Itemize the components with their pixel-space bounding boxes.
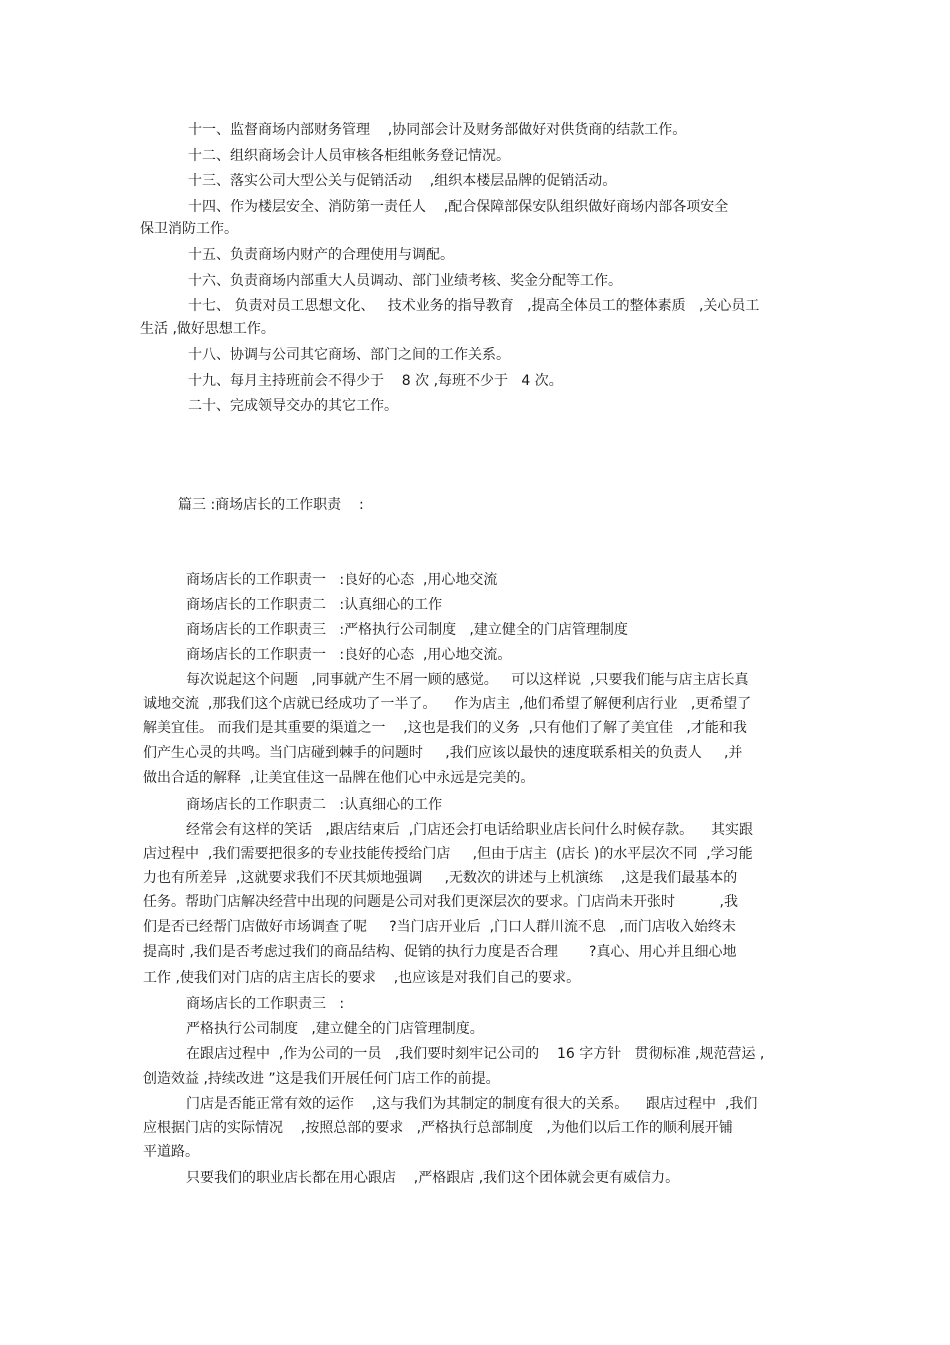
paragraph-line: 只要我们的职业店长都在用心跟店 ,严格跟店 ,我们这个团体就会更有威信力。 bbox=[186, 1170, 680, 1186]
duty-item-17: 十七、 负责对员工思想文化、 技术业务的指导教育 ,提高全体员工的整体素质 ,关心员工 bbox=[188, 298, 760, 314]
duty-item-16: 十六、负责商场内部重大人员调动、部门业绩考核、奖金分配等工作。 bbox=[188, 273, 622, 289]
summary-line-3: 商场店长的工作职责三 :严格执行公司制度 ,建立健全的门店管理制度 bbox=[186, 622, 628, 638]
paragraph-line: 严格执行公司制度 ,建立健全的门店管理制度。 bbox=[186, 1021, 484, 1037]
paragraph-line: 门店是否能正常有效的运作 ,这与我们为其制定的制度有很大的关系。 跟店过程中 ,我们 bbox=[186, 1096, 758, 1112]
paragraph-line: 应根据门店的实际情况 ,按照总部的要求 ,严格执行总部制度 ,为他们以后工作的顺利展开铺 bbox=[143, 1120, 733, 1136]
duty-item-13: 十三、落实公司大型公关与促销活动 ,组织本楼层品牌的促销活动。 bbox=[188, 173, 617, 189]
paragraph-line: 经常会有这样的笑话 ,跟店结束后 ,门店还会打电话给职业店长问什么时候存款。 其实跟 bbox=[186, 822, 753, 838]
duty-item-15: 十五、负责商场内财产的合理使用与调配。 bbox=[188, 247, 454, 263]
paragraph-line: 店过程中 ,我们需要把很多的专业技能传授给门店 ,但由于店主 (店长 )的水平层次不同 ,学习能 bbox=[143, 846, 753, 862]
paragraph-line: 们是否已经帮门店做好市场调查了呢 ?当门店开业后 ,门口人群川流不息 ,而门店收入始终未 bbox=[143, 919, 736, 935]
paragraph-line: 平道路。 bbox=[143, 1144, 199, 1160]
paragraph-line: 工作 ,使我们对门店的店主店长的要求 ,也应该是对我们自己的要求。 bbox=[143, 970, 581, 986]
subheading-1: 商场店长的工作职责一 :良好的心态 ,用心地交流。 bbox=[186, 647, 512, 663]
section-heading: 篇三 :商场店长的工作职责 : bbox=[178, 497, 364, 513]
paragraph-line: 解美宜佳。 而我们是其重要的渠道之一 ,这也是我们的义务 ,只有他们了解了美宜佳 ,才能和我 bbox=[143, 720, 747, 736]
paragraph-line: 们产生心灵的共鸣。当门店碰到棘手的问题时 ,我们应该以最快的速度联系相关的负责人 ,并 bbox=[143, 745, 743, 761]
duty-item-11: 十一、监督商场内部财务管理 ,协同部会计及财务部做好对供货商的结款工作。 bbox=[188, 122, 687, 138]
paragraph-line: 提高时 ,我们是否考虑过我们的商品结构、促销的执行力度是否合理 ?真心、用心并且细心地 bbox=[143, 944, 737, 960]
paragraph-line: 创造效益 ,持续改进 ”这是我们开展任何门店工作的前提。 bbox=[143, 1071, 500, 1087]
duty-item-12: 十二、组织商场会计人员审核各柜组帐务登记情况。 bbox=[188, 148, 510, 164]
paragraph-line: 力也有所差异 ,这就要求我们不厌其烦地强调 ,无数次的讲述与上机演练 ,这是我们最基本的 bbox=[143, 870, 738, 886]
summary-line-2: 商场店长的工作职责二 :认真细心的工作 bbox=[186, 597, 443, 613]
summary-line-1: 商场店长的工作职责一 :良好的心态 ,用心地交流 bbox=[186, 572, 498, 588]
subheading-3: 商场店长的工作职责三 : bbox=[186, 996, 345, 1012]
duty-item-18: 十八、协调与公司其它商场、部门之间的工作关系。 bbox=[188, 347, 510, 363]
paragraph-line: 每次说起这个问题 ,同事就产生不屑一顾的感觉。 可以这样说 ,只要我们能与店主店长真 bbox=[186, 672, 749, 688]
duty-item-20: 二十、完成领导交办的其它工作。 bbox=[188, 398, 398, 414]
duty-item-14-cont: 保卫消防工作。 bbox=[140, 221, 238, 237]
subheading-2: 商场店长的工作职责二 :认真细心的工作 bbox=[186, 797, 443, 813]
paragraph-line: 任务。帮助门店解决经营中出现的问题是公司对我们更深层次的要求。门店尚未开张时 ,我 bbox=[143, 894, 738, 910]
duty-item-17-cont: 生活 ,做好思想工作。 bbox=[140, 321, 275, 337]
duty-item-19: 十九、每月主持班前会不得少于 8 次 ,每班不少于 4 次。 bbox=[188, 373, 563, 389]
paragraph-line: 诚地交流 ,那我们这个店就已经成功了一半了。 作为店主 ,他们希望了解便利店行业 ,更希望了 bbox=[143, 696, 752, 712]
paragraph-line: 在跟店过程中 ,作为公司的一员 ,我们要时刻牢记公司的 16 字方针 贯彻标准 ,规范营运 , bbox=[186, 1046, 765, 1062]
paragraph-line: 做出合适的解释 ,让美宜佳这一品牌在他们心中永远是完美的。 bbox=[143, 770, 535, 786]
duty-item-14: 十四、作为楼层安全、消防第一责任人 ,配合保障部保安队组织做好商场内部各项安全 bbox=[188, 199, 729, 215]
